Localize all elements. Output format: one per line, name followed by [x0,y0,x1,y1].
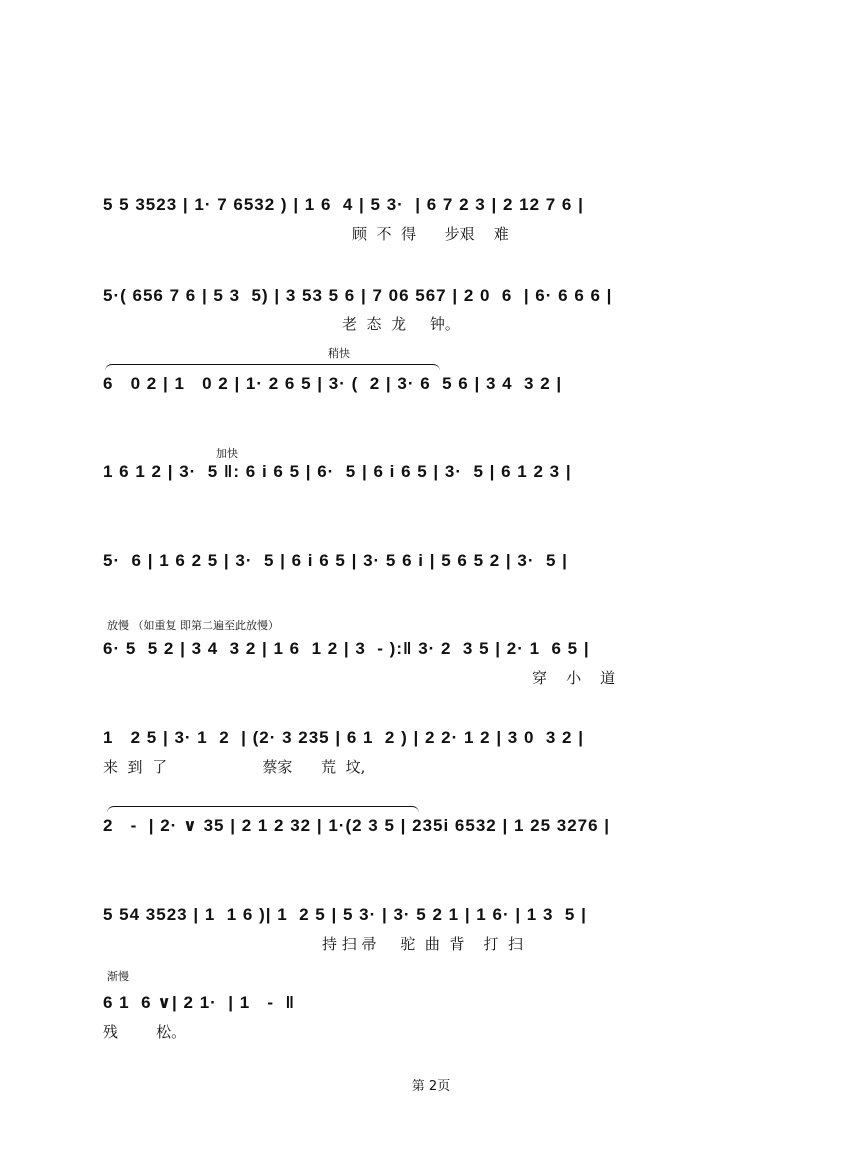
score-row-9: 5 54 3523 | 1 1 6 )| 1 2 5 | 5 3· | 3· 5 2 1 | 1 6· | 1 3 5 | [103,905,587,924]
tempo-mark-slightly-faster: 稍快 [328,347,350,360]
score-row-3: 6 0 2 | 1 0 2 | 1· 2 6 5 | 3· ( 2 | 3· 6 5 6 | 3 4 3 2 | [103,374,563,393]
lyric-row-1: 顾 不 得 步艰 难 [352,225,509,243]
lyric-row-9: 持 扫 帚 驼 曲 背 打 扫 [322,935,524,953]
lyric-row-10: 残 松。 [103,1023,187,1041]
score-row-6: 6· 5 5 2 | 3 4 3 2 | 1 6 1 2 | 3 - ):‖ 3· 2 3 5 | 2· 1 6 5 | [103,639,590,658]
score-row-1: 5 5 3523 | 1· 7 6532 ) | 1 6 4 | 5 3· | 6 7 2 3 | 2 12 7 6 | [103,195,584,214]
score-row-10: 6 1 6 ∨| 2 1· | 1 - ‖ [103,993,295,1012]
lyric-row-7: 来 到 了 蔡家 荒 坟, [103,758,366,776]
score-row-4: 1 6 1 2 | 3· 5 ‖: 6 i 6 5 | 6· 5 | 6 i 6 5 | 3· 5 | 6 1 2 3 | [103,462,572,481]
slur [107,806,419,813]
tempo-mark-faster: 加快 [216,447,238,460]
slur [105,364,440,371]
lyric-row-6: 穿 小 道 [532,669,616,687]
tempo-mark-gradually-slower: 渐慢 [107,970,129,983]
score-row-2: 5·( 656 7 6 | 5 3 5) | 3 53 5 6 | 7 06 567 | 2 0 6 | 6· 6 6 6 | [103,286,613,305]
score-row-8: 2 - | 2· ∨ 35 | 2 1 2 32 | 1·(2 3 5 | 235i 6532 | 1 25 3276 | [103,816,611,835]
tempo-mark-slow-down: 放慢 （如重复 即第二遍至此放慢） [107,619,279,632]
lyric-row-2: 老 态 龙 钟。 [342,315,460,333]
score-row-7: 1 2 5 | 3· 1 2 | (2· 3 235 | 6 1 2 ) | 2 2· 1 2 | 3 0 3 2 | [103,728,584,747]
score-row-5: 5· 6 | 1 6 2 5 | 3· 5 | 6 i 6 5 | 3· 5 6 i | 5 6 5 2 | 3· 5 | [103,551,568,570]
page-number: 第 2页 [411,1079,451,1094]
